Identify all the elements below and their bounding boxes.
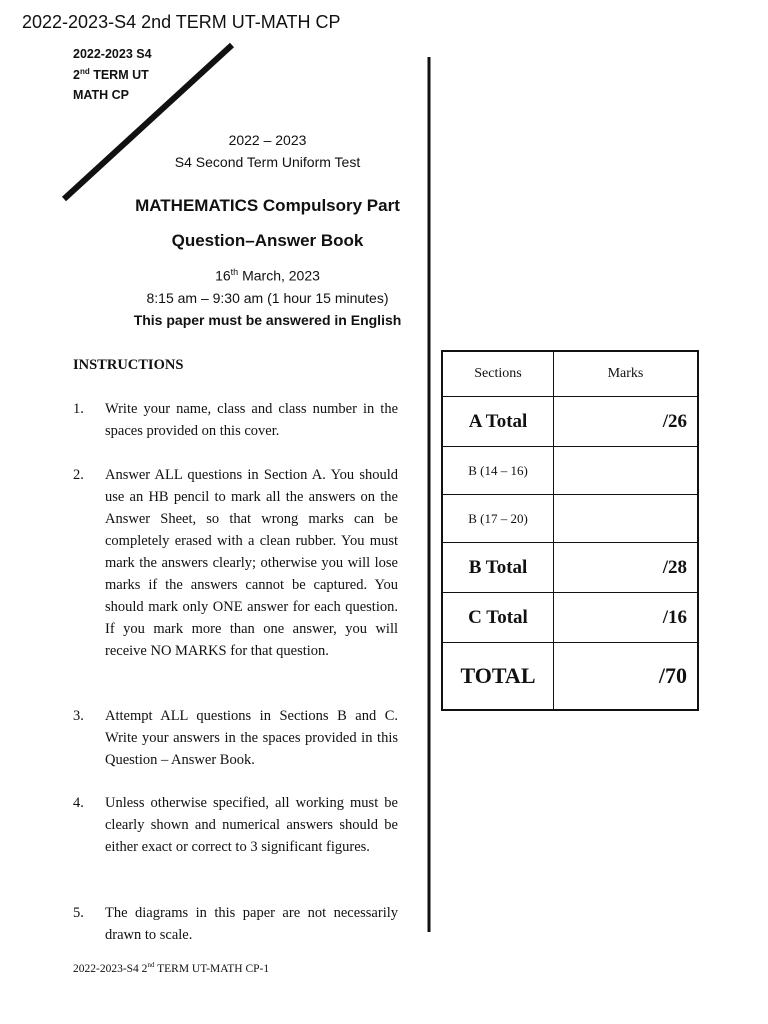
- corner-label-line2: [73, 68, 149, 82]
- marks-row-b-total: [442, 543, 698, 593]
- exam-date: [80, 267, 455, 284]
- marks-row-b-17-20: [442, 495, 698, 543]
- instruction-number: 2.: [73, 467, 84, 483]
- marks-row-a-total: [442, 397, 698, 447]
- instruction-text: Answer ALL questions in Section A. You should use an HB pencil to mark all the answers on the Answer Sheet, so that wrong marks can be completely erased with a clean rubber. You must mark the answers clearly; otherwise you will lose marks if the answers cannot be captured. You should mark only ONE answer for each question. If you mark more than one answer, you will receive NO MARKS for that question.: [105, 467, 398, 659]
- date-day: 16: [215, 267, 231, 284]
- marks-row-total: [442, 643, 698, 711]
- instruction-number: 4.: [73, 795, 84, 811]
- section-marks: [554, 495, 699, 543]
- section-marks: /28: [554, 543, 699, 593]
- section-marks: /26: [554, 397, 699, 447]
- exam-book-title: Question–Answer Book: [171, 231, 364, 250]
- exam-test-name: S4 Second Term Uniform Test: [174, 154, 361, 170]
- section-label: B Total: [442, 543, 554, 593]
- instruction-number: 1.: [73, 401, 84, 417]
- instructions-heading: INSTRUCTIONS: [73, 357, 184, 373]
- corner-label-rest: TERM UT: [89, 68, 149, 83]
- instruction-text: The diagrams in this paper are not necessarily drawn to scale.: [105, 905, 398, 943]
- date-rest: March, 2023: [238, 267, 320, 284]
- sections-header: Sections: [442, 351, 554, 397]
- section-marks: /16: [554, 593, 699, 643]
- marks-table: [441, 350, 699, 711]
- section-label: A Total: [442, 397, 554, 447]
- corner-label-num: 2: [73, 68, 80, 83]
- instruction-number: 5.: [73, 905, 84, 921]
- date-sup: th: [230, 267, 239, 277]
- corner-label-line3: MATH CP: [73, 88, 130, 102]
- section-label: B (14 – 16): [442, 447, 554, 495]
- section-marks: [554, 447, 699, 495]
- document-header: 2022-2023-S4 2nd TERM UT-MATH CP: [22, 12, 341, 32]
- section-label: B (17 – 20): [442, 495, 554, 543]
- instruction-text: Write your name, class and class number in the spaces provided on this cover.: [105, 401, 398, 439]
- exam-year: 2022 – 2023: [228, 132, 307, 148]
- corner-label-sup: nd: [79, 67, 90, 76]
- total-marks: /70: [554, 643, 699, 711]
- footer-post: TERM UT-MATH CP-1: [154, 962, 270, 975]
- total-label: TOTAL: [442, 643, 554, 711]
- exam-subject: MATHEMATICS Compulsory Part: [135, 196, 400, 215]
- corner-label-line1: 2022-2023 S4: [73, 47, 152, 61]
- instruction-number: 3.: [73, 708, 84, 724]
- section-label: C Total: [442, 593, 554, 643]
- page-footer: [73, 961, 269, 975]
- footer-pre: 2022-2023-S4 2: [73, 962, 148, 975]
- marks-header: Marks: [554, 351, 699, 397]
- exam-language-note: This paper must be answered in English: [133, 312, 402, 328]
- footer-sup: nd: [147, 961, 155, 969]
- instruction-text: Attempt ALL questions in Sections B and C. Write your answers in the spaces provided in this Question – Answer Book.: [105, 708, 398, 768]
- exam-time: 8:15 am – 9:30 am (1 hour 15 minutes): [146, 290, 389, 306]
- marks-row-b-14-16: [442, 447, 698, 495]
- marks-row-c-total: [442, 593, 698, 643]
- instruction-text: Unless otherwise specified, all working must be clearly shown and numerical answers should be either exact or correct to 3 significant figures.: [105, 795, 398, 855]
- marks-table-header: [442, 351, 698, 397]
